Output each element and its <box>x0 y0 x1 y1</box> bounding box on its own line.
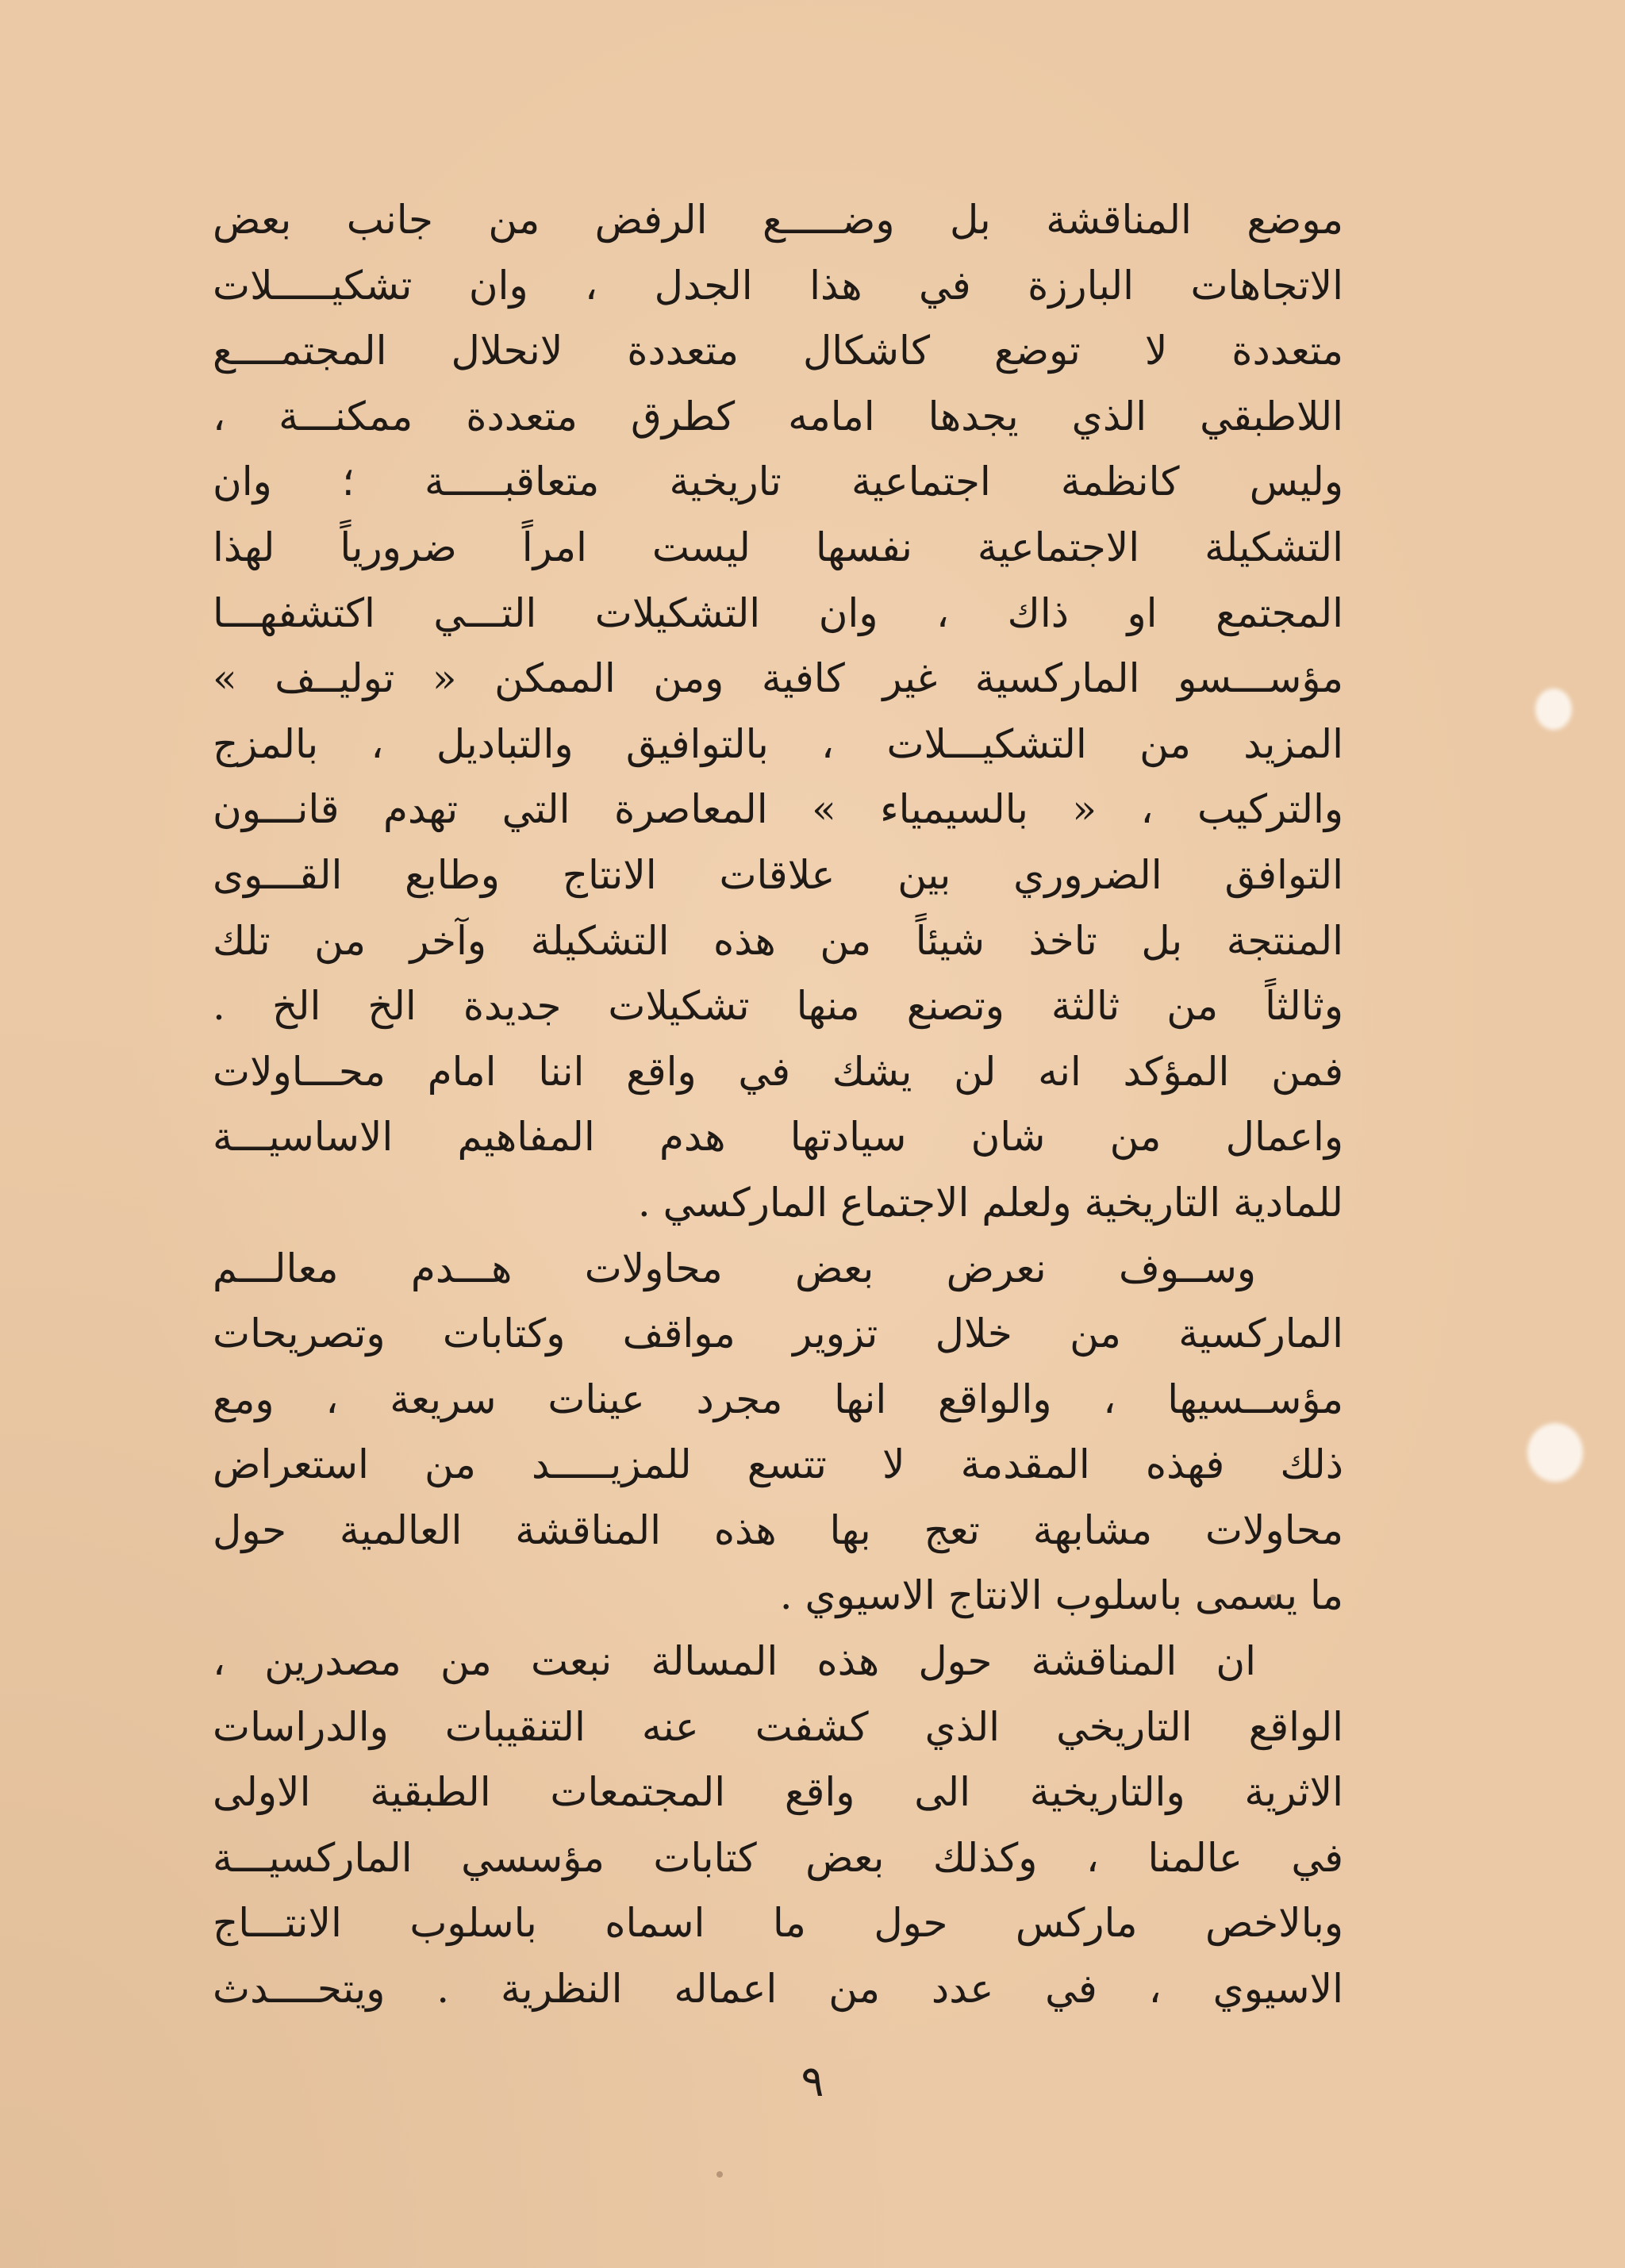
text-line: ما يسمى باسلوب الانتاج الاسيوي . <box>779 1572 1343 1619</box>
text-line: ذلك فهذه المقدمة لا تتسع للمزيـــــد من استعراض <box>213 1441 1343 1488</box>
text-line: التشكيلة الاجتماعية نفسها ليست امراً ضرورياً لهذا <box>213 524 1343 570</box>
text-line: مؤســـسو الماركسية غير كافية ومن الممكن « توليــف » <box>213 655 1343 702</box>
body-text <box>213 187 1343 2022</box>
text-line: الاثرية والتاريخية الى واقع المجتمعات الطبقية الاولى <box>213 1769 1343 1816</box>
text-line: وثالثاً من ثالثة وتصنع منها تشكيلات جديدة الخ الخ . <box>213 983 1343 1030</box>
text-line: متعددة لا توضع كاشكال متعددة لانحلال المجتمــــع <box>213 328 1343 374</box>
text-line: اللاطبقي الذي يجدها امامه كطرق متعددة ممكنـــة ، <box>213 393 1343 439</box>
text-line: وليس كانظمة اجتماعية تاريخية متعاقبـــــة ؛ وان <box>213 459 1343 505</box>
text-line: وبالاخص ماركس حول ما اسماه باسلوب الانتـــاج <box>213 1900 1343 1947</box>
text-line: محاولات مشابهة تعج بها هذه المناقشة العالمية حول <box>213 1506 1343 1553</box>
text-line: المجتمع او ذاك ، وان التشكيلات التـــي اكتشفهـــا <box>213 589 1343 636</box>
paper-speck <box>716 2171 723 2178</box>
paper-stain <box>1527 1423 1583 1482</box>
paper-stain <box>1535 689 1572 730</box>
text-line: التوافق الضروري بين علاقات الانتاج وطابع القـــوى <box>213 851 1343 898</box>
text-line: موضع المناقشة بل وضـــــع الرفض من جانب بعض <box>213 197 1343 243</box>
text-line: الاسيوي ، في عدد من اعماله النظرية . ويتحــــدث <box>213 1966 1343 2013</box>
text-line: الاتجاهات البارزة في هذا الجدل ، وان تشكيـــــلات <box>213 262 1343 309</box>
text-line: واعمال من شان سيادتها هدم المفاهيم الاساسيـــة <box>213 1114 1343 1161</box>
text-line: في عالمنا ، وكذلك بعض كتابات مؤسسي الماركسيـــة <box>213 1834 1343 1881</box>
text-line: ان المناقشة حول هذه المسالة نبعت من مصدرين ، <box>213 1638 1256 1685</box>
text-line: الماركسية من خلال تزوير مواقف وكتابات وتصريحات <box>213 1311 1343 1357</box>
text-line: مؤســسيها ، والواقع انها مجرد عينات سريعة ، ومع <box>213 1376 1343 1422</box>
page-number: ٩ <box>801 2056 824 2106</box>
text-line: المزيد من التشكيـــلات ، بالتوافيق والتباديل ، بالمزج <box>213 720 1343 767</box>
text-line: والتركيب ، « بالسيمياء » المعاصرة التي تهدم قانـــون <box>213 786 1343 833</box>
text-line: المنتجة بل تاخذ شيئاً من هذه التشكيلة وآخر من تلك <box>213 917 1343 964</box>
text-line: وســوف نعرض بعض محاولات هـــدم معالـــم <box>213 1245 1256 1291</box>
text-line: الواقع التاريخي الذي كشفت عنه التنقيبات والدراسات <box>213 1703 1343 1750</box>
text-line: فمن المؤكد انه لن يشك في واقع اننا امام محـــاولات <box>213 1048 1343 1095</box>
text-line: للمادية التاريخية ولعلم الاجتماع الماركسي . <box>637 1179 1343 1226</box>
